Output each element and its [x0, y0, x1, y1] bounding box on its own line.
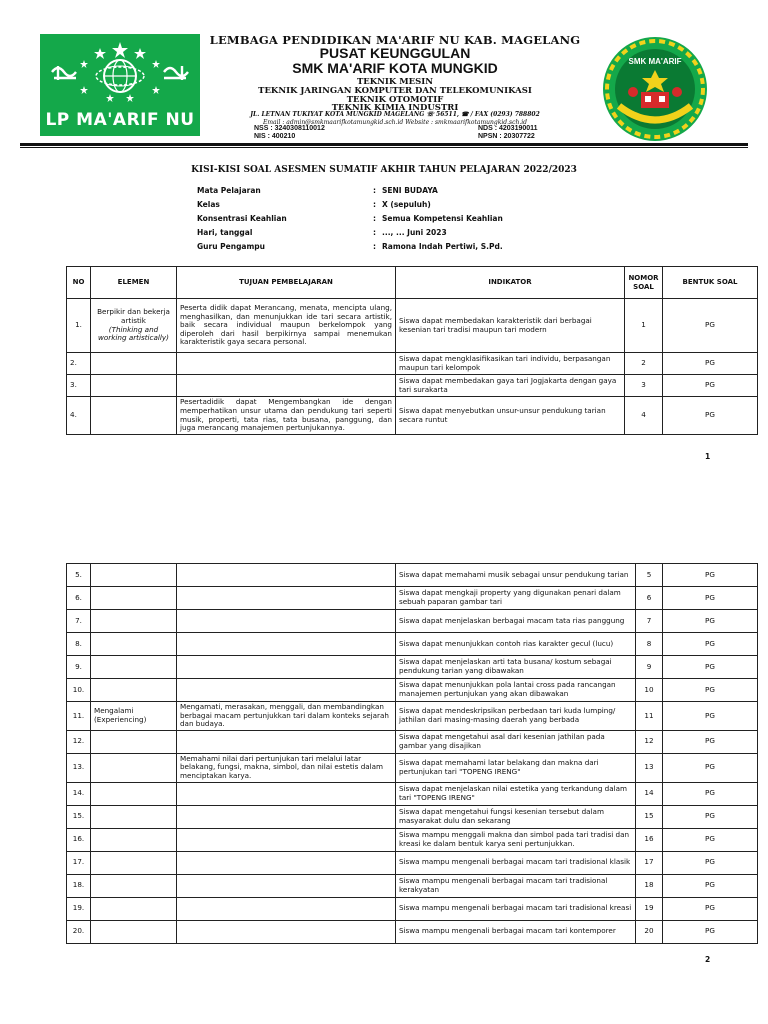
info-sep: : [373, 200, 376, 209]
row-no: 5. [67, 564, 91, 587]
table-row [67, 753, 758, 782]
row-tujuan [177, 782, 396, 805]
row-no: 4. [67, 397, 91, 435]
nu-globe-emblem-icon [48, 40, 192, 106]
row-no: 13. [67, 753, 91, 782]
row-tujuan [177, 353, 396, 375]
school-ids-right [478, 125, 538, 141]
lp-maarif-nu-text: LP MA'ARIF NU [45, 110, 195, 130]
smk-maarif-logo-text: SMK MA'ARIF [628, 57, 682, 66]
row-no: 6. [67, 587, 91, 610]
school-contact: Email : admin@smkmaarifkotamungkid.sch.id Website : smkmaarifkotamungkid.sch.id [262, 119, 528, 126]
row-bentuk: PG [663, 874, 758, 897]
table-row [67, 920, 758, 943]
row-elemen [91, 851, 177, 874]
table-row [67, 679, 758, 702]
row-tujuan [177, 656, 396, 679]
row-indikator: Siswa mampu mengenali berbagai macam tari kontemporer [396, 920, 636, 943]
row-bentuk: PG [663, 730, 758, 753]
row-nomor: 6 [636, 587, 663, 610]
info-value: Semua Kompetensi Keahlian [382, 214, 503, 223]
row-elemen: Mengalami (Experiencing) [91, 702, 177, 731]
row-nomor: 18 [636, 874, 663, 897]
row-elemen [91, 353, 177, 375]
info-value: SENI BUDAYA [382, 186, 438, 195]
table-row [67, 564, 758, 587]
row-nomor: 11 [636, 702, 663, 731]
row-tujuan [177, 564, 396, 587]
header-divider [20, 143, 748, 146]
row-tujuan [177, 828, 396, 851]
row-no: 19. [67, 897, 91, 920]
row-bentuk: PG [663, 828, 758, 851]
header-indikator: INDIKATOR [396, 267, 625, 299]
row-no: 1. [67, 299, 91, 353]
lp-maarif-nu-logo [40, 34, 200, 136]
row-elemen [91, 679, 177, 702]
row-nomor: 8 [636, 633, 663, 656]
row-bentuk: PG [663, 805, 758, 828]
table-row [67, 851, 758, 874]
row-tujuan: Memahami nilai dari pertunjukan tari melalui latar belakang, fungsi, makna, simbol, dan nilai estetis dalam menciptakan karya. [177, 753, 396, 782]
table-row [67, 730, 758, 753]
row-elemen [91, 782, 177, 805]
row-tujuan [177, 679, 396, 702]
row-indikator: Siswa dapat menjelaskan nilai estetika yang terkandung dalam tari "TOPENG IRENG" [396, 782, 636, 805]
info-label: Konsentrasi Keahlian [197, 214, 287, 223]
row-nomor: 19 [636, 897, 663, 920]
row-indikator: Siswa dapat membedakan karakteristik dari berbagai kesenian tari tradisi maupun tari modern [396, 299, 625, 353]
nis: NIS : 400210 [254, 133, 296, 140]
row-indikator: Siswa dapat menyebutkan unsur-unsur pendukung tarian secara runtut [396, 397, 625, 435]
npsn: NPSN : 20307722 [478, 133, 535, 140]
row-elemen [91, 753, 177, 782]
row-nomor: 17 [636, 851, 663, 874]
program-kimia: TEKNIK KIMIA INDUSTRI [331, 103, 459, 113]
info-value: ..., ... Juni 2023 [382, 228, 447, 237]
row-no: 3. [67, 375, 91, 397]
row-indikator: Siswa dapat mengklasifikasikan tari individu, berpasangan maupun tari kelompok [396, 353, 625, 375]
kisi-kisi-table-page-2 [66, 563, 758, 944]
table-row [67, 633, 758, 656]
row-tujuan: Peserta didik dapat Merancang, menata, mencipta ulang, menghasilkan, dan menunjukkan ide tari secara artistik, baik secara individual maupun berkelompok yang diperoleh dari hasil berpikirnya sampai menemukan karakteristik gaya secara personal. [177, 299, 396, 353]
row-nomor: 3 [625, 375, 663, 397]
row-bentuk: PG [663, 897, 758, 920]
row-no: 18. [67, 874, 91, 897]
elemen-italic-text: (Thinking and working artistically) [98, 324, 169, 343]
page-1 [0, 0, 768, 470]
row-elemen [91, 897, 177, 920]
row-no: 8. [67, 633, 91, 656]
row-indikator: Siswa dapat memahami latar belakang dan makna dari pertunjukan tari "TOPENG IRENG" [396, 753, 636, 782]
row-elemen [91, 375, 177, 397]
table-row [67, 375, 758, 397]
header-nomor-soal: NOMOR SOAL [625, 267, 663, 299]
row-nomor: 4 [625, 397, 663, 435]
header-bentuk-soal: BENTUK SOAL [663, 267, 758, 299]
smk-maarif-logo-icon [593, 34, 717, 144]
program-mesin: TEKNIK MESIN [356, 77, 434, 87]
table-row [67, 587, 758, 610]
row-no: 7. [67, 610, 91, 633]
institution-name: LEMBAGA PENDIDIKAN MA'ARIF NU KAB. MAGELANG [209, 33, 581, 47]
row-bentuk: PG [663, 753, 758, 782]
row-bentuk: PG [663, 633, 758, 656]
row-nomor: 9 [636, 656, 663, 679]
table-row [67, 299, 758, 353]
row-tujuan [177, 920, 396, 943]
row-tujuan [177, 633, 396, 656]
table-row [67, 805, 758, 828]
row-no: 2. [67, 353, 91, 375]
nss: NSS : 3240308110012 [254, 125, 325, 132]
row-elemen [91, 564, 177, 587]
row-nomor: 16 [636, 828, 663, 851]
school-ids-left [254, 125, 325, 141]
row-elemen [91, 633, 177, 656]
row-tujuan [177, 375, 396, 397]
row-elemen [91, 610, 177, 633]
row-nomor: 20 [636, 920, 663, 943]
row-tujuan [177, 805, 396, 828]
row-no: 16. [67, 828, 91, 851]
info-label: Hari, tanggal [197, 228, 253, 237]
header-tujuan: TUJUAN PEMBELAJARAN [177, 267, 396, 299]
row-no: 12. [67, 730, 91, 753]
row-tujuan [177, 851, 396, 874]
row-indikator: Siswa dapat memahami musik sebagai unsur pendukung tarian [396, 564, 636, 587]
row-indikator: Siswa dapat menjelaskan arti tata busana/ kostum sebagai pendukung tarian yang dibawakan [396, 656, 636, 679]
row-bentuk: PG [663, 610, 758, 633]
row-nomor: 15 [636, 805, 663, 828]
program-tkj: TEKNIK JARINGAN KOMPUTER DAN TELEKOMUNIKASI [258, 86, 532, 96]
row-nomor: 5 [636, 564, 663, 587]
row-indikator: Siswa dapat mengetahui fungsi kesenian tersebut dalam masyarakat dulu dan sekarang [396, 805, 636, 828]
row-elemen [91, 805, 177, 828]
row-indikator: Siswa dapat menjelaskan berbagai macam tata rias panggung [396, 610, 636, 633]
info-label: Guru Pengampu [197, 242, 266, 251]
row-indikator: Siswa mampu menggali makna dan simbol pada tari tradisi dan kreasi ke dalam bentuk karya seni pertunjukkan. [396, 828, 636, 851]
row-indikator: Siswa dapat menunjukkan contoh rias karakter gecul (lucu) [396, 633, 636, 656]
row-indikator: Siswa mampu mengenali berbagai macam tari tradisional klasik [396, 851, 636, 874]
row-bentuk: PG [663, 564, 758, 587]
row-bentuk: PG [663, 851, 758, 874]
row-elemen [91, 730, 177, 753]
row-indikator: Siswa dapat membedakan gaya tari Jogjakarta dengan gaya tari surakarta [396, 375, 625, 397]
row-elemen [91, 874, 177, 897]
info-value: Ramona Indah Pertiwi, S.Pd. [382, 242, 503, 251]
center-name: PUSAT KEUNGGULAN [319, 45, 471, 61]
table-row [67, 782, 758, 805]
row-indikator: Siswa dapat menunjukkan pola lantai cross pada rancangan manajemen pertunjukan yang akan dibawakan [396, 679, 636, 702]
row-bentuk: PG [663, 920, 758, 943]
page-number-1: 1 [705, 452, 711, 461]
row-no: 9. [67, 656, 91, 679]
table-row [67, 828, 758, 851]
row-bentuk: PG [663, 299, 758, 353]
table-row [67, 610, 758, 633]
page-gap [0, 470, 768, 556]
row-bentuk: PG [663, 656, 758, 679]
header-elemen: ELEMEN [91, 267, 177, 299]
elemen-text: Berpikir dan bekerja artistik [97, 307, 170, 325]
kisi-kisi-table-page-1 [66, 266, 758, 435]
info-sep: : [373, 214, 376, 223]
row-elemen [91, 828, 177, 851]
row-bentuk: PG [663, 353, 758, 375]
row-tujuan [177, 730, 396, 753]
row-elemen [91, 397, 177, 435]
row-bentuk: PG [663, 702, 758, 731]
row-nomor: 2 [625, 353, 663, 375]
row-indikator: Siswa dapat mengkaji property yang digunakan penari dalam sebuah paparan gambar tari [396, 587, 636, 610]
page-number-2: 2 [705, 955, 711, 964]
header-divider-thin [20, 147, 748, 148]
row-elemen [91, 587, 177, 610]
row-no: 15. [67, 805, 91, 828]
school-name: SMK MA'ARIF KOTA MUNGKID [292, 60, 498, 76]
row-nomor: 12 [636, 730, 663, 753]
school-address: JL. LETNAN TUKIYAT KOTA MUNGKID MAGELANG ☏ 56511, ☎ / FAX (0293) 788802 [250, 111, 540, 118]
row-nomor: 7 [636, 610, 663, 633]
info-label: Mata Pelajaran [197, 186, 261, 195]
info-label: Kelas [197, 200, 220, 209]
row-tujuan [177, 587, 396, 610]
row-nomor: 14 [636, 782, 663, 805]
row-nomor: 1 [625, 299, 663, 353]
row-bentuk: PG [663, 679, 758, 702]
info-sep: : [373, 186, 376, 195]
row-no: 10. [67, 679, 91, 702]
row-nomor: 10 [636, 679, 663, 702]
row-bentuk: PG [663, 587, 758, 610]
nds: NDS : 4203190011 [478, 125, 538, 132]
row-bentuk: PG [663, 782, 758, 805]
row-no: 11. [67, 702, 91, 731]
header-no: NO [67, 267, 91, 299]
info-sep: : [373, 242, 376, 251]
row-no: 14. [67, 782, 91, 805]
row-elemen [91, 656, 177, 679]
row-bentuk: PG [663, 397, 758, 435]
row-nomor: 13 [636, 753, 663, 782]
row-elemen [91, 299, 177, 353]
row-indikator: Siswa dapat mengetahui asal dari kesenian jathilan pada gambar yang disajikan [396, 730, 636, 753]
row-bentuk: PG [663, 375, 758, 397]
row-tujuan [177, 610, 396, 633]
row-indikator: Siswa mampu mengenali berbagai macam tari tradisional kreasi [396, 897, 636, 920]
program-otomotif: TEKNIK OTOMOTIF [346, 95, 444, 105]
info-sep: : [373, 228, 376, 237]
row-tujuan [177, 874, 396, 897]
row-tujuan [177, 897, 396, 920]
table-row [67, 397, 758, 435]
table-row [67, 353, 758, 375]
row-tujuan: Mengamati, merasakan, menggali, dan membandingkan berbagai macam pertunjukkan tari dalam konteks sejarah dan budaya. [177, 702, 396, 731]
row-tujuan: Pesertadidik dapat Mengembangkan ide dengan memperhatikan unsur utama dan pendukung tari seperti musik, properti, tata rias, tata busana, panggung, dan juga merancang manajemen pertunjukannya. [177, 397, 396, 435]
table-row [67, 897, 758, 920]
row-indikator: Siswa mampu mengenali berbagai macam tari tradisional kerakyatan [396, 874, 636, 897]
document-title: KISI-KISI SOAL ASESMEN SUMATIF AKHIR TAHUN PELAJARAN 2022/2023 [191, 165, 577, 175]
table-row [67, 656, 758, 679]
row-no: 20. [67, 920, 91, 943]
info-value: X (sepuluh) [382, 200, 431, 209]
row-no: 17. [67, 851, 91, 874]
table-row [67, 874, 758, 897]
row-elemen [91, 920, 177, 943]
row-indikator: Siswa dapat mendeskripsikan perbedaan tari kuda lumping/ jathilan dari masing-masing daerah yang berbada [396, 702, 636, 731]
table-row [67, 702, 758, 731]
